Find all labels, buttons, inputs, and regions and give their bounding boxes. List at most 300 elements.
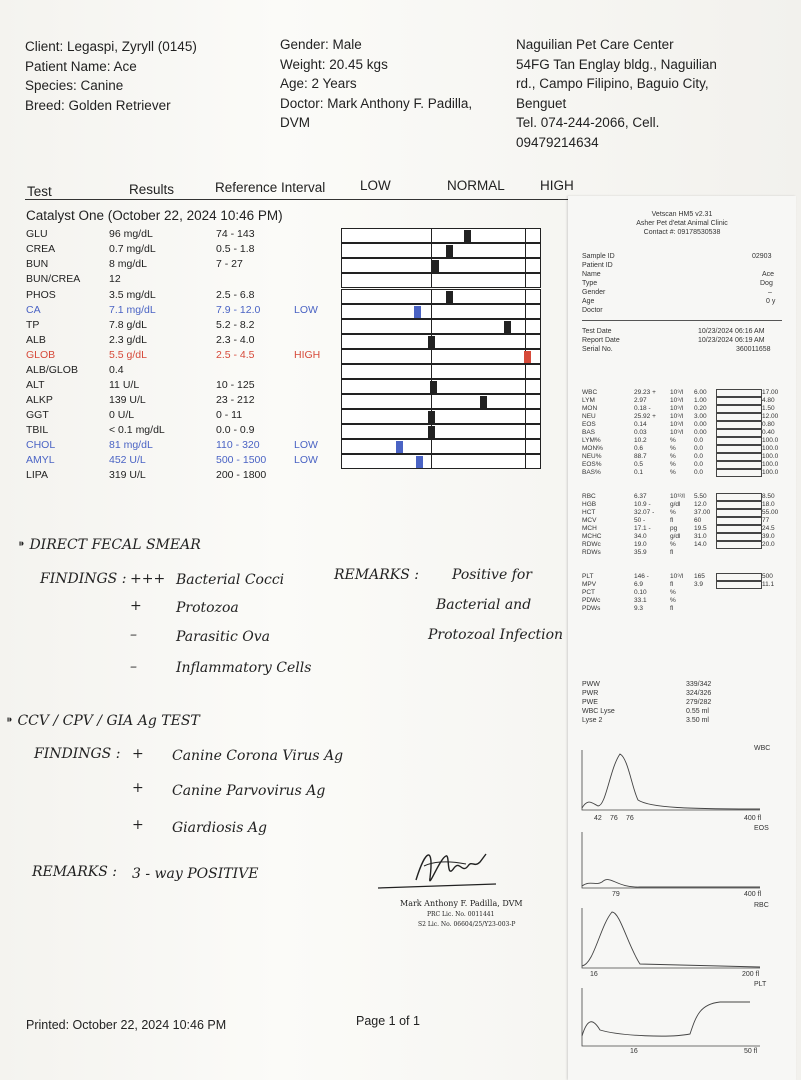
reference-range: 2.5 - 4.5 [216,349,255,361]
param-name: MON% [582,445,603,452]
wbc-lyse-label: WBC Lyse [582,708,615,715]
name-value: Ace [762,271,775,278]
result-marker [432,260,439,272]
test-name: CREA [26,243,56,255]
param-name: PDWc [582,597,601,604]
doctor-line: Doctor: Mark Anthony F. Padilla, [280,95,473,111]
pwe-value: 279/282 [686,699,712,706]
reference-range: 0.0 - 0.9 [216,424,255,436]
param-high: 55.00 [762,509,779,516]
param-low: 12.0 [694,501,707,508]
param-name: RDWc [582,541,601,548]
param-unit: 10⁹/l [670,573,684,580]
range-high-divider [525,410,526,423]
fecal-remarks-3: Protozoal Infection [428,627,564,643]
fecal-finding-3-sign: – [130,627,137,643]
pwr-label: PWR [582,690,599,697]
test-result: 139 U/L [109,394,146,406]
test-name: GLU [26,228,48,240]
range-low-divider [431,290,432,303]
client-line: Client: Legaspi, Zyryll (0145) [25,39,197,54]
signature-prc: PRC Lic. No. 0011441 [427,911,495,918]
test-finding-3-sign: + [132,817,144,833]
eos-histogram-label: EOS [754,825,769,832]
param-unit: fl [670,581,674,588]
test-name: BUN/CREA [26,273,81,285]
printout-divider [582,320,782,321]
fecal-finding-3: Parasitic Ova [176,629,270,645]
param-value: 0.10 [634,589,647,596]
range-bar [341,243,541,258]
test-name: ALKP [26,394,53,406]
type-label: Type [582,280,598,287]
reference-range: 10 - 125 [216,379,255,391]
param-name: PDWs [582,605,601,612]
param-unit: g/dl [670,533,681,540]
range-bar [341,349,541,364]
test-result: 5.5 g/dL [109,349,147,361]
test-result: 0.4 [109,364,124,376]
test-remarks: 3 - way POSITIVE [132,866,259,882]
range-low-divider [431,274,432,287]
param-unit: % [670,589,676,596]
param-name: BAS% [582,469,601,476]
test-name: BUN [26,258,49,270]
result-marker [428,426,435,438]
param-value: 0.03 [634,429,647,436]
clinic-name: Naguilian Pet Care Center [516,37,674,52]
patient-info [280,35,472,133]
rbc-histogram-label: RBC [754,902,769,909]
param-high: 100.0 [762,469,779,476]
param-low: 0.0 [694,437,704,444]
result-marker [524,351,531,363]
range-high-divider [525,259,526,272]
param-unit: 10¹²/l [670,493,685,500]
test-name: LIPA [26,469,48,481]
test-name: GLOB [26,349,56,361]
printout-contact: Contact #: 09178530538 [643,229,721,236]
param-unit: pg [670,525,678,532]
col-high: HIGH [540,178,574,193]
clinic-address-1: 54FG Tan Englay bldg., Naguilian [516,56,717,72]
param-unit: g/dl [670,501,681,508]
rbc-axis-end: 200 fl [742,971,760,978]
range-low-divider [431,440,432,453]
test-result: 12 [109,273,121,285]
test-result: 7.1 mg/dL [109,304,156,316]
pwe-label: PWE [582,699,598,706]
signature-s2: S2 Lic. No. 06604/25/Y23-003-P [418,921,516,928]
fecal-finding-2-sign: + [130,598,142,614]
param-value: 88.7 [634,453,647,460]
param-low: 19.5 [694,525,707,532]
clinic-info [516,35,717,152]
param-name: MPV [582,581,597,588]
param-unit: % [670,461,676,468]
eos-axis-1: 79 [612,891,620,898]
reference-range: 2.3 - 4.0 [216,334,255,346]
reference-range: 5.2 - 8.2 [216,319,255,331]
result-marker [480,396,487,408]
result-flag: HIGH [294,349,321,361]
reference-range: 0 - 11 [216,409,243,421]
reference-range: 110 - 320 [216,439,260,451]
result-marker [446,291,453,303]
pwr-value: 324/326 [686,690,712,697]
range-high-divider [525,365,526,378]
test-result: 319 U/L [109,469,146,481]
param-name: EOS% [582,461,602,468]
hematology-printout [568,196,796,1080]
range-high-divider [525,229,526,242]
param-value: 0.5 [634,461,644,468]
result-marker [446,245,453,257]
range-high-divider [525,425,526,438]
param-unit: 10⁹/l [670,397,684,404]
test-result: 3.5 mg/dL [109,289,156,301]
range-bar [341,289,541,304]
reference-range: 74 - 143 [216,228,255,240]
range-high-divider [525,290,526,303]
printout-clinic: Asher Pet d'etat Animal Clinic [636,220,728,227]
result-marker [428,336,435,348]
param-value: 9.3 [634,605,644,612]
fecal-finding-1-sign: +++ [130,571,166,587]
param-value: 34.0 [634,533,647,540]
param-low: 0.0 [694,461,704,468]
param-value: 19.0 [634,541,647,548]
fecal-finding-4: Inflammatory Cells [176,660,312,676]
param-value: 0.14 [634,421,647,428]
test-result: 96 mg/dL [109,228,153,240]
test-result: 0 U/L [109,409,135,421]
param-low: 14.0 [694,541,707,548]
range-bar [341,334,541,349]
param-value: 0.1 [634,469,644,476]
fecal-finding-1: Bacterial Cocci [176,572,285,588]
param-low: 0.00 [694,421,707,428]
range-high-divider [525,335,526,348]
plt-histogram [580,986,780,1048]
test-finding-1: Canine Corona Virus Ag [172,748,344,764]
range-box [716,469,762,477]
clinic-cell: 09479214634 [516,134,599,150]
param-high: 100.0 [762,437,779,444]
sample-id-value: 02903 [752,253,772,260]
fecal-remarks-label: REMARKS : [334,567,419,583]
param-unit: % [670,469,676,476]
wbc-axis-1: 42 [594,815,602,822]
wbc-axis-3: 76 [626,815,634,822]
param-high: 100.0 [762,453,779,460]
patient-id-label: Patient ID [582,262,613,269]
weight-line: Weight: 20.45 kgs [280,56,388,72]
reference-range: 200 - 1800 [216,469,267,481]
param-low: 3.9 [694,581,704,588]
param-value: 0.6 [634,445,644,452]
test-name: ALT [26,379,45,391]
param-value: 6.37 [634,493,647,500]
range-high-divider [525,244,526,257]
param-name: LYM [582,397,595,404]
param-name: MCH [582,525,597,532]
param-value: 17.1 - [634,525,651,532]
age-line: Age: 2 Years [280,76,357,91]
test-heading: ⁍ CCV / CPV / GIA Ag TEST [6,713,200,729]
reference-range: 0.5 - 1.8 [216,243,255,255]
wbc-axis-end: 400 fl [744,815,762,822]
report-date-value: 10/23/2024 06:19 AM [698,337,765,344]
printout-title: Vetscan HM5 v2.31 [651,211,713,218]
test-result: 7.8 g/dL [109,319,147,331]
param-high: 77 [762,517,770,524]
param-unit: fl [670,549,674,556]
range-bar [341,273,541,288]
range-bar [341,379,541,394]
test-name: CA [26,304,41,316]
param-value: 29.23 + [634,389,656,396]
plt-axis-end: 50 fl [744,1048,758,1055]
param-low: 37.00 [694,509,711,516]
serial-value: 360011658 [736,346,771,353]
section-title: Catalyst One (October 22, 2024 10:46 PM) [26,208,283,223]
fecal-finding-2: Protozoa [176,600,239,616]
test-name: CHOL [26,439,56,451]
param-value: 33.1 [634,597,647,604]
range-high-divider [525,395,526,408]
test-finding-3: Giardiosis Ag [172,820,267,836]
param-value: 2.97 [634,397,647,404]
param-name: HGB [582,501,597,508]
result-marker [504,321,511,333]
test-findings-label: FINDINGS : [34,746,121,762]
param-name: MON [582,405,598,412]
reference-range: 500 - 1500 [216,454,267,466]
param-high: 8.50 [762,493,775,500]
test-result: 452 U/L [109,454,146,466]
param-unit: % [670,453,676,460]
param-value: 10.2 [634,437,647,444]
range-low-divider [431,305,432,318]
test-result: 2.3 g/dL [109,334,147,346]
range-bar [341,409,541,424]
param-low: 0.0 [694,469,704,476]
param-name: WBC [582,389,598,396]
test-name: PHOS [26,289,56,301]
report-date-label: Report Date [582,337,620,344]
param-unit: % [670,541,676,548]
reference-range: 2.5 - 6.8 [216,289,255,301]
param-unit: % [670,597,676,604]
test-result: 8 mg/dL [109,258,147,270]
sample-id-label: Sample ID [582,253,615,260]
range-bar [341,364,541,379]
range-low-divider [431,395,432,408]
param-name: RDWs [582,549,601,556]
param-name: NEU [582,413,596,420]
param-low: 60 [694,517,702,524]
doctor-line-2: DVM [280,115,310,130]
gender-label: Gender [582,289,606,296]
result-marker [428,411,435,423]
eos-histogram [580,830,780,890]
range-high-divider [525,320,526,333]
param-name: EOS [582,421,596,428]
range-low-divider [431,365,432,378]
result-marker [396,441,403,453]
param-low: 31.0 [694,533,707,540]
test-remarks-label: REMARKS : [32,864,117,880]
result-marker [414,306,421,318]
param-high: 1.50 [762,405,775,412]
col-test: Test [27,184,52,199]
param-high: 0.80 [762,421,775,428]
param-unit: fl [670,605,674,612]
range-low-divider [431,350,432,363]
chemistry-row [0,469,570,484]
param-unit: 10⁹/l [670,421,684,428]
param-low: 0.20 [694,405,707,412]
gender-value: – [768,289,772,296]
param-high: 0.40 [762,429,775,436]
range-high-divider [525,305,526,318]
range-bar [341,304,541,319]
test-name: AMYL [26,454,55,466]
test-name: TP [26,319,40,331]
printed-date: Printed: October 22, 2024 10:46 PM [26,1018,227,1032]
result-flag: LOW [294,304,318,316]
fecal-heading: ⁍ DIRECT FECAL SMEAR [18,537,201,553]
col-results: Results [129,182,175,197]
fecal-finding-4-sign: – [130,659,137,675]
param-low: 165 [694,573,705,580]
param-low: 1.00 [694,397,707,404]
clinic-address-2: rd., Campo Filipino, Baguio City, [516,76,709,91]
param-high: 17.00 [762,389,779,396]
type-value: Dog [760,280,773,287]
param-unit: fl [670,517,674,524]
param-high: 12.00 [762,413,779,420]
lyse2-label: Lyse 2 [582,717,603,724]
param-value: 6.9 [634,581,644,588]
param-unit: % [670,445,676,452]
param-high: 24.5 [762,525,775,532]
age-value: 0 y [766,298,776,305]
range-high-divider [525,440,526,453]
signature-graphic [376,838,506,900]
breed-line: Breed: Golden Retriever [25,97,171,113]
param-name: MCHC [582,533,602,540]
rbc-axis-1: 16 [590,971,598,978]
name-label: Name [582,271,601,278]
param-unit: 10⁹/l [670,429,684,436]
reference-range: 23 - 212 [216,394,255,406]
fecal-remarks-1: Positive for [452,567,532,583]
test-date-label: Test Date [582,328,612,335]
param-low: 0.0 [694,453,704,460]
param-value: 0.18 - [634,405,651,412]
param-name: LYM% [582,437,601,444]
range-high-divider [525,455,526,468]
range-high-divider [525,380,526,393]
plt-axis-1: 16 [630,1048,638,1055]
range-low-divider [431,244,432,257]
range-high-divider [525,274,526,287]
param-unit: 10⁹/l [670,405,684,412]
param-name: PCT [582,589,595,596]
doctor-label: Doctor [582,307,603,314]
param-high: 100.0 [762,445,779,452]
species-line: Species: Canine [25,78,124,93]
gender-line: Gender: Male [280,37,362,52]
range-bar [341,454,541,469]
eos-axis-end: 400 fl [744,891,762,898]
range-bar [341,228,541,243]
param-value: 32.07 - [634,509,655,516]
hematology-row [582,604,782,613]
param-value: 25.92 + [634,413,656,420]
range-bar [341,319,541,334]
param-unit: 10⁹/l [670,389,684,396]
range-bar [341,394,541,409]
param-name: RBC [582,493,596,500]
hematology-row [582,468,782,477]
param-low: 6.00 [694,389,707,396]
range-low-divider [431,229,432,242]
param-high: 11.1 [762,581,775,588]
hematology-row [582,548,782,557]
clinic-tel: Tel. 074-244-2066, Cell. [516,115,660,130]
param-high: 39.0 [762,533,775,540]
param-high: 18.0 [762,501,775,508]
param-low: 5.50 [694,493,707,500]
fecal-findings-label: FINDINGS : [40,571,127,587]
test-name: GGT [26,409,49,421]
test-finding-2-sign: + [132,780,144,796]
param-high: 100.0 [762,461,779,468]
client-info [25,37,197,115]
param-low: 0.00 [694,429,707,436]
wbc-axis-2: 76 [610,815,618,822]
test-result: < 0.1 mg/dL [109,424,165,436]
param-unit: % [670,437,676,444]
param-name: MCV [582,517,597,524]
param-value: 35.9 [634,549,647,556]
range-bar [341,424,541,439]
wbc-lyse-value: 0.55 ml [686,708,709,715]
result-marker [464,230,471,242]
param-name: PLT [582,573,594,580]
param-high: 500 [762,573,773,580]
patient-line: Patient Name: Ace [25,58,137,74]
test-finding-2: Canine Parvovirus Ag [172,783,326,799]
test-finding-1-sign: + [132,746,144,762]
col-low: LOW [360,178,391,193]
param-value: 50 - [634,517,646,524]
param-high: 20.0 [762,541,775,548]
range-bar [341,258,541,273]
rbc-histogram [580,906,780,970]
test-name: ALB [26,334,46,346]
col-reference: Reference Interval [215,180,326,195]
wbc-histogram [580,748,780,812]
col-normal: NORMAL [447,178,505,193]
lyse2-value: 3.50 ml [686,717,709,724]
pww-label: PWW [582,681,600,688]
param-high: 4.80 [762,397,775,404]
test-name: ALB/GLOB [26,364,78,376]
